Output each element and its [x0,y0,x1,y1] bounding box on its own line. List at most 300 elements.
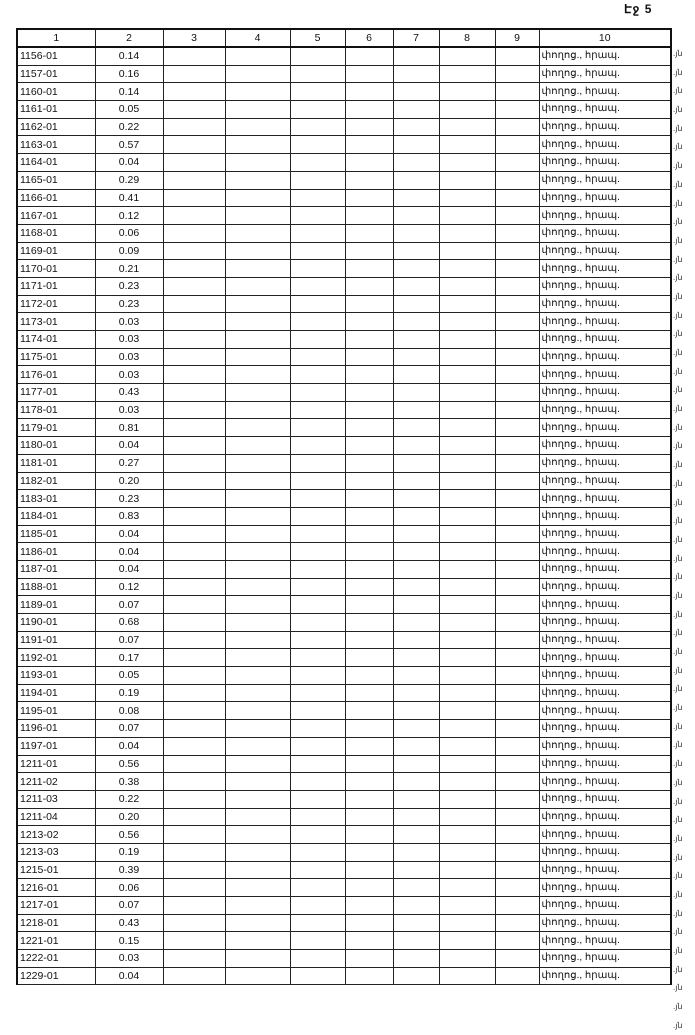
location-cell: փողոց., հրապ. [539,826,671,844]
area-cell: 0.27 [95,454,163,472]
empty-cell [290,773,345,791]
location-cell: փողոց., հրապ. [539,773,671,791]
empty-cell [290,507,345,525]
parcel-code-cell: 1179-01 [17,419,95,437]
margin-mark: .յն [673,161,683,171]
empty-cell [225,348,290,366]
empty-cell [495,490,539,508]
empty-cell [225,932,290,950]
area-cell: 0.04 [95,525,163,543]
empty-cell [393,101,439,119]
empty-cell [290,490,345,508]
area-cell: 0.23 [95,490,163,508]
parcel-code-cell: 1213-02 [17,826,95,844]
margin-mark: .յն [673,291,683,301]
margin-mark: .յն [673,142,683,152]
margin-mark: .յն [673,478,683,488]
location-cell: փողոց., հրապ. [539,101,671,119]
empty-cell [345,914,393,932]
empty-cell [345,154,393,172]
empty-cell [495,472,539,490]
empty-cell [345,136,393,154]
empty-cell [225,83,290,101]
table-row [17,472,671,490]
empty-cell [439,454,495,472]
location-cell: փողոց., հրապ. [539,525,671,543]
margin-mark: .յն [673,217,683,227]
empty-cell [393,224,439,242]
table-row [17,295,671,313]
area-cell: 0.04 [95,543,163,561]
empty-cell [495,348,539,366]
page-number-label: Էջ 5 [624,2,653,16]
empty-cell [393,737,439,755]
empty-cell [345,65,393,83]
empty-cell [225,897,290,915]
empty-cell [163,454,225,472]
empty-cell [163,101,225,119]
parcel-code-cell: 1163-01 [17,136,95,154]
area-cell: 0.07 [95,720,163,738]
empty-cell [439,295,495,313]
empty-cell [439,136,495,154]
empty-cell [439,419,495,437]
table-row [17,879,671,897]
margin-mark: .յն [673,946,683,955]
empty-cell [163,543,225,561]
empty-cell [495,631,539,649]
empty-cell [495,667,539,685]
empty-cell [495,720,539,738]
empty-cell [345,118,393,136]
empty-cell [163,401,225,419]
margin-mark: .յն [673,516,683,526]
empty-cell [495,684,539,702]
empty-cell [345,649,393,667]
empty-cell [393,790,439,808]
empty-cell [290,437,345,455]
empty-cell [345,171,393,189]
empty-cell [439,277,495,295]
margin-mark: .յն [673,441,683,451]
empty-cell [225,861,290,879]
empty-cell [393,861,439,879]
empty-cell [225,737,290,755]
table-body [17,47,671,985]
location-cell: փողոց., հրապ. [539,790,671,808]
empty-cell [225,260,290,278]
margin-mark: .յն [673,235,683,245]
empty-cell [345,295,393,313]
table-row [17,101,671,119]
location-cell: փողոց., հրապ. [539,260,671,278]
parcel-code-cell: 1183-01 [17,490,95,508]
parcel-code-cell: 1187-01 [17,560,95,578]
empty-cell [495,189,539,207]
table-row [17,667,671,685]
empty-cell [163,295,225,313]
empty-cell [345,384,393,402]
parcel-code-cell: 1180-01 [17,437,95,455]
table-row [17,189,671,207]
empty-cell [495,437,539,455]
empty-cell [345,525,393,543]
empty-cell [439,525,495,543]
table-row [17,313,671,331]
empty-cell [345,826,393,844]
area-cell: 0.68 [95,614,163,632]
table-row [17,154,671,172]
table-row [17,578,671,596]
empty-cell [163,631,225,649]
empty-cell [495,879,539,897]
empty-cell [495,47,539,65]
empty-cell [290,47,345,65]
empty-cell [163,242,225,260]
empty-cell [439,578,495,596]
empty-cell [495,295,539,313]
parcel-code-cell: 1211-01 [17,755,95,773]
area-cell: 0.56 [95,826,163,844]
empty-cell [290,525,345,543]
empty-cell [163,737,225,755]
empty-cell [439,101,495,119]
table-row [17,277,671,295]
empty-cell [163,950,225,968]
empty-cell [345,242,393,260]
empty-cell [225,755,290,773]
empty-cell [495,384,539,402]
parcel-code-cell: 1174-01 [17,331,95,349]
area-cell: 0.03 [95,401,163,419]
empty-cell [290,242,345,260]
empty-cell [163,490,225,508]
empty-cell [163,861,225,879]
empty-cell [163,154,225,172]
empty-cell [225,331,290,349]
empty-cell [345,207,393,225]
table-row [17,649,671,667]
empty-cell [225,667,290,685]
margin-mark: .յն [673,833,683,843]
empty-cell [290,224,345,242]
empty-cell [225,366,290,384]
table-row [17,914,671,932]
empty-cell [393,950,439,968]
area-cell: 0.04 [95,437,163,455]
empty-cell [345,773,393,791]
empty-cell [163,207,225,225]
empty-cell [495,560,539,578]
empty-cell [163,348,225,366]
empty-cell [495,773,539,791]
empty-cell [393,560,439,578]
empty-cell [225,596,290,614]
empty-cell [163,260,225,278]
parcel-code-cell: 1185-01 [17,525,95,543]
empty-cell [290,118,345,136]
margin-mark: .յն [673,590,683,600]
empty-cell [393,684,439,702]
empty-cell [345,101,393,119]
empty-cell [163,897,225,915]
location-cell: փողոց., հրապ. [539,189,671,207]
area-cell: 0.23 [95,277,163,295]
location-cell: փողոց., հրապ. [539,242,671,260]
column-header: 9 [495,29,539,47]
location-cell: փողոց., հրապ. [539,649,671,667]
area-cell: 0.06 [95,879,163,897]
table-row [17,454,671,472]
parcel-code-cell: 1161-01 [17,101,95,119]
table-row [17,967,671,985]
margin-mark: .յն [673,385,683,395]
margin-mark: .յն [673,628,683,638]
location-cell: փողոց., հրապ. [539,843,671,861]
empty-cell [495,313,539,331]
empty-cell [290,720,345,738]
empty-cell [439,437,495,455]
table-row [17,224,671,242]
empty-cell [439,631,495,649]
empty-cell [345,879,393,897]
empty-cell [290,101,345,119]
location-cell: փողոց., հրապ. [539,171,671,189]
empty-cell [290,171,345,189]
empty-cell [290,790,345,808]
margin-mark: .յն [673,721,683,731]
empty-cell [163,826,225,844]
empty-cell [225,879,290,897]
empty-cell [290,348,345,366]
empty-cell [290,277,345,295]
empty-cell [393,720,439,738]
empty-cell [345,224,393,242]
empty-cell [290,914,345,932]
empty-cell [495,260,539,278]
empty-cell [290,313,345,331]
empty-cell [345,331,393,349]
empty-cell [290,631,345,649]
location-cell: փողոց., հրապ. [539,348,671,366]
empty-cell [163,277,225,295]
empty-cell [163,967,225,985]
parcel-code-cell: 1213-03 [17,843,95,861]
table-row [17,401,671,419]
empty-cell [163,614,225,632]
table-row [17,614,671,632]
empty-cell [163,755,225,773]
location-cell: փողոց., հրապ. [539,118,671,136]
margin-mark: .յն [673,460,683,470]
area-cell: 0.03 [95,366,163,384]
empty-cell [163,843,225,861]
empty-cell [163,171,225,189]
empty-cell [495,242,539,260]
location-cell: փողոց., հրապ. [539,313,671,331]
empty-cell [290,861,345,879]
empty-cell [290,136,345,154]
empty-cell [225,154,290,172]
margin-mark: .յն [673,777,683,787]
empty-cell [225,967,290,985]
empty-cell [290,897,345,915]
empty-cell [225,914,290,932]
empty-cell [393,295,439,313]
table-row [17,560,671,578]
margin-mark: .յն [673,534,683,544]
margin-mark: .յն [673,404,683,414]
empty-cell [345,578,393,596]
parcel-code-cell: 1211-02 [17,773,95,791]
empty-cell [495,83,539,101]
empty-cell [163,331,225,349]
empty-cell [495,331,539,349]
empty-cell [163,118,225,136]
parcel-code-cell: 1197-01 [17,737,95,755]
empty-cell [163,47,225,65]
parcel-code-cell: 1169-01 [17,242,95,260]
margin-mark: .յն [673,366,683,376]
empty-cell [439,560,495,578]
empty-cell [163,808,225,826]
empty-cell [225,578,290,596]
empty-cell [393,207,439,225]
empty-cell [290,737,345,755]
parcel-code-cell: 1182-01 [17,472,95,490]
table-row [17,260,671,278]
empty-cell [345,684,393,702]
area-cell: 0.43 [95,384,163,402]
parcel-code-cell: 1164-01 [17,154,95,172]
empty-cell [495,843,539,861]
empty-cell [163,702,225,720]
parcel-code-cell: 1194-01 [17,684,95,702]
margin-mark: .յն [673,889,683,899]
empty-cell [345,83,393,101]
empty-cell [225,631,290,649]
empty-cell [225,525,290,543]
empty-cell [345,401,393,419]
empty-cell [225,507,290,525]
parcel-code-cell: 1176-01 [17,366,95,384]
empty-cell [495,914,539,932]
location-cell: փողոց., հրապ. [539,295,671,313]
empty-cell [439,366,495,384]
column-header: 3 [163,29,225,47]
parcel-code-cell: 1184-01 [17,507,95,525]
empty-cell [225,454,290,472]
empty-cell [163,914,225,932]
area-cell: 0.38 [95,773,163,791]
empty-cell [495,171,539,189]
margin-mark: .յն [673,198,683,208]
table-row [17,136,671,154]
parcel-code-cell: 1229-01 [17,967,95,985]
empty-cell [345,313,393,331]
empty-cell [495,366,539,384]
empty-cell [439,967,495,985]
area-cell: 0.03 [95,348,163,366]
margin-mark: .յն [673,123,683,133]
parcel-code-cell: 1181-01 [17,454,95,472]
empty-cell [290,207,345,225]
table-row [17,507,671,525]
empty-cell [393,277,439,295]
empty-cell [345,437,393,455]
empty-cell [393,490,439,508]
empty-cell [439,826,495,844]
empty-cell [439,897,495,915]
area-cell: 0.29 [95,171,163,189]
location-cell: փողոց., հրապ. [539,667,671,685]
empty-cell [163,773,225,791]
location-cell: փողոց., հրապ. [539,437,671,455]
margin-mark: .յն [673,684,683,694]
parcel-code-cell: 1191-01 [17,631,95,649]
empty-cell [225,419,290,437]
table-row [17,755,671,773]
area-cell: 0.05 [95,101,163,119]
column-header: 6 [345,29,393,47]
empty-cell [225,950,290,968]
empty-cell [393,755,439,773]
empty-cell [290,702,345,720]
table-row [17,737,671,755]
empty-cell [345,277,393,295]
empty-cell [439,189,495,207]
area-cell: 0.05 [95,667,163,685]
location-cell: փողոց., հրապ. [539,932,671,950]
empty-cell [439,808,495,826]
empty-cell [393,83,439,101]
empty-cell [439,614,495,632]
empty-cell [393,667,439,685]
empty-cell [163,790,225,808]
empty-cell [225,684,290,702]
area-cell: 0.41 [95,189,163,207]
table-row [17,118,671,136]
location-cell: փողոց., հրապ. [539,384,671,402]
parcel-code-cell: 1211-03 [17,790,95,808]
empty-cell [345,702,393,720]
empty-cell [345,560,393,578]
empty-cell [163,384,225,402]
empty-cell [495,897,539,915]
empty-cell [290,472,345,490]
area-cell: 0.22 [95,118,163,136]
empty-cell [345,755,393,773]
empty-cell [439,490,495,508]
empty-cell [345,950,393,968]
parcel-code-cell: 1173-01 [17,313,95,331]
location-cell: փողոց., հրապ. [539,490,671,508]
margin-mark: .յն [673,964,683,974]
location-cell: փողոց., հրապ. [539,914,671,932]
table-row [17,631,671,649]
empty-cell [225,720,290,738]
empty-cell [393,967,439,985]
margin-mark: .յն [673,67,683,77]
empty-cell [290,454,345,472]
empty-cell [495,136,539,154]
empty-cell [439,950,495,968]
empty-cell [495,118,539,136]
empty-cell [439,773,495,791]
table-row [17,932,671,950]
parcel-table [16,28,672,985]
table-row [17,543,671,561]
